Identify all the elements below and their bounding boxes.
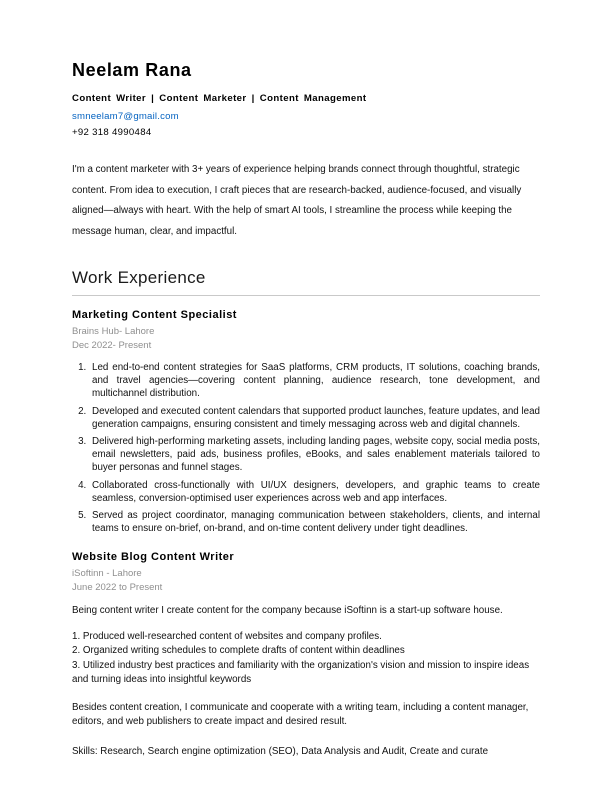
contact-email [72, 111, 540, 122]
job-title: Marketing Content Specialist [72, 309, 237, 321]
job-company: iSoftinn - Lahore [72, 568, 142, 580]
job-dates: Dec 2022- Present [72, 339, 152, 351]
job-bullet: 4. Collaborated cross-functionally with UI/UX designers, developers, and graphic teams to create seamless, conversion-optimised user experiences across web and app interfaces. [89, 479, 540, 505]
job-numbered-line: 3. Utilized industry best practices and familiarity with the organization's vision and mission to inspire ideas and turning ideas into insightful keywords [72, 659, 530, 686]
job-numbered-line: 2. Organized writing schedules to complete drafts of content within deadlines [72, 645, 405, 657]
person-name: Neelam Rana [72, 60, 192, 80]
job-company: Brains Hub- Lahore [72, 326, 155, 337]
job-entry-marketing-content-specialist [72, 309, 540, 535]
job-numbered-lines [72, 630, 540, 688]
job-outro-paragraph: Besides content creation, I communicate and cooperate with a writing team, including a content manager, editors, and web publishers to create impact and desired result. [72, 701, 529, 728]
job-bullet: 1. Led end-to-end content strategies for SaaS platforms, CRM products, IT solutions, coaching brands, and travel agencies—covering content planning, audience research, tone development, and multichannel distribution. [89, 361, 540, 401]
job-numbered-line: 1. Produced well-researched content of websites and company profiles. [72, 630, 382, 642]
skills-line: Skills: Research, Search engine optimization (SEO), Data Analysis and Audit, Create and curate [72, 745, 489, 757]
professional-title-line: Content Writer | Content Marketer | Content Management [72, 93, 367, 104]
job-bullet-list [72, 361, 540, 535]
job-dates: June 2022 to Present [72, 581, 163, 593]
section-divider [72, 295, 540, 296]
job-entry-website-blog-content-writer [72, 551, 540, 759]
job-bullet: 5. Served as project coordinator, managing communication between stakeholders, clients, and internal teams to ensure on-brief, on-brand, and on-time content delivery under tight deadlines. [89, 509, 540, 535]
work-experience-heading: Work Experience [72, 268, 206, 287]
job-intro-paragraph: Being content writer I create content for the company because iSoftinn is a start-up software house. [72, 605, 503, 617]
contact-phone: +92 318 4990484 [72, 127, 152, 138]
email-link[interactable]: smneelam7@gmail.com [72, 111, 179, 122]
job-title: Website Blog Content Writer [72, 551, 235, 564]
job-bullet: 3. Delivered high-performing marketing assets, including landing pages, website copy, social media posts, email newsletters, paid ads, business profiles, eBooks, and sales enablement materials tailored to buyer personas and funnel stages. [89, 435, 540, 475]
job-bullet: 2. Developed and executed content calendars that supported product launches, feature updates, and lead generation campaigns, ensuring consistent and timely messaging across web and digital channels. [89, 405, 540, 431]
profile-summary: I'm a content marketer with 3+ years of experience helping brands connect through thoughtful, strategic content. From idea to execution, I craft pieces that are research-backed, audience-focused, and visually aligned—always with heart. With the help of smart AI tools, I streamline the process while keeping the message human, clear, and impactful. [72, 164, 522, 237]
